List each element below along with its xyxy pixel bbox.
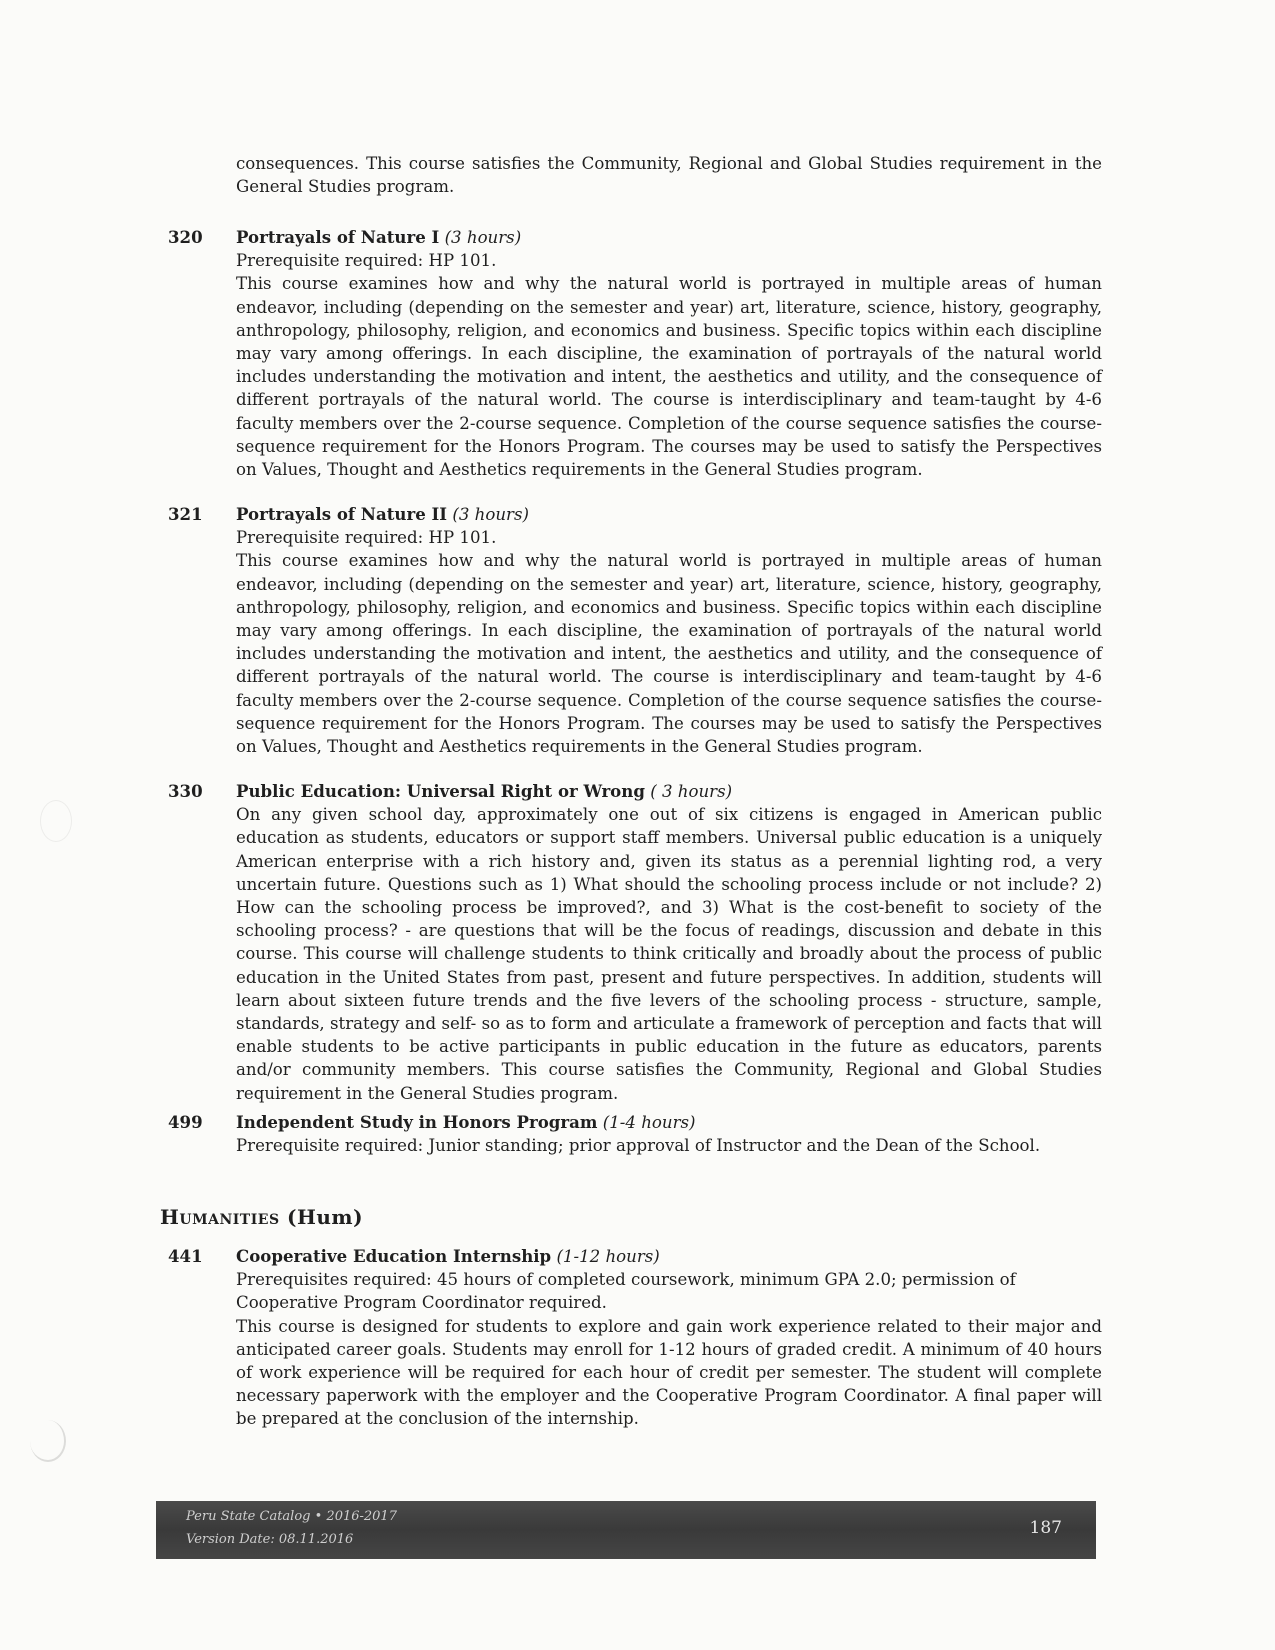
page-number: 187 — [1029, 1518, 1062, 1538]
intro-paragraph: consequences. This course satisfies the Community, Regional and Global Studies requirement in the General Studies program. — [236, 154, 1102, 197]
course-description: This course examines how and why the natural world is portrayed in multiple areas of human endeavor, including (depending on the semester and year) art, literature, science, history, geography, anthropology, philosophy, religion, and economics and business. Specific topics within each discipline may vary among offerings. In each discipline, the examination of portrayals of the natural world includes understanding the motivation and intent, the aesthetics and utility, and the consequence of different portrayals of the natural world. The course is interdisciplinary and team-taught by 4-6 faculty members over the 2-course sequence. Completion of the course sequence satisfies the course-sequence requirement for the Honors Program. The courses may be used to satisfy the Perspectives on Values, Thought and Aesthetics requirements in the General Studies program. — [236, 551, 1102, 757]
course-prerequisite: Prerequisite required: HP 101. — [236, 251, 497, 271]
course-prerequisite: Prerequisite required: HP 101. — [236, 528, 497, 548]
course-title: Cooperative Education Internship — [236, 1246, 552, 1266]
course-title: Portrayals of Nature I — [236, 227, 440, 247]
course-hours: (1-12 hours) — [556, 1247, 660, 1266]
course-hours: (3 hours) — [444, 228, 522, 247]
course-body — [236, 1245, 1102, 1431]
course-body — [236, 226, 1102, 481]
footer-catalog-title: Peru State Catalog • 2016-2017 — [186, 1509, 397, 1524]
course-title: Public Education: Universal Right or Wrong — [236, 781, 645, 801]
course-number: 499 — [168, 1112, 203, 1132]
course-hours: (3 hours) — [452, 505, 529, 524]
course-description: This course is designed for students to explore and gain work experience related to their major and anticipated career goals. Students may enroll for 1-12 hours of graded credit. A minimum of 40 hours of work experience will be required for each hour of credit per semester. The student will complete necessary paperwork with the employer and the Cooperative Program Coordinator. A final paper will be prepared at the conclusion of the internship. — [236, 1316, 1102, 1429]
course-title: Portrayals of Nature II — [236, 504, 448, 524]
course-number: 320 — [168, 227, 203, 247]
course-description: On any given school day, approximately one out of six citizens is engaged in American public education as students, educators or support staff members. Universal public education is a uniquely American enterprise with a rich history and, given its status as a perennial lighting rod, a very uncertain future. Questions such as 1) What should the schooling process include or not include? 2) How can the schooling process be improved?, and 3) What is the cost-benefit to society of the schooling process? - are questions that will be the focus of readings, discussion and debate in this course. This course will challenge students to think critically and broadly about the process of public education in the United States from past, present and future perspectives. In addition, students will learn about sixteen future trends and the five levers of the schooling process - structure, sample, standards, strategy and self- so as to form and articulate a framework of perception and facts that will enable students to be active participants in public education in the future as educators, parents and/or community members. This course satisfies the Community, Regional and Global Studies requirement in the General Studies program. — [236, 805, 1102, 1103]
course-body — [236, 1111, 1102, 1157]
course-prerequisite: Prerequisites required: 45 hours of completed coursework, minimum GPA 2.0; permission of Cooperative Program Coordinator required. — [236, 1270, 1016, 1313]
course-body — [236, 503, 1102, 758]
scan-artifact — [40, 800, 72, 842]
course-number: 441 — [168, 1246, 203, 1266]
course-body — [236, 780, 1102, 1105]
course-prerequisite: Prerequisite required: Junior standing; prior approval of Instructor and the Dean of the School. — [236, 1136, 1041, 1156]
course-description: This course examines how and why the natural world is portrayed in multiple areas of human endeavor, including (depending on the semester and year) art, literature, science, history, geography, anthropology, philosophy, religion, and economics and business. Specific topics within each discipline may vary among offerings. In each discipline, the examination of portrayals of the natural world includes understanding the motivation and intent, the aesthetics and utility, and the consequence of different portrayals of the natural world. The course is interdisciplinary and team-taught by 4-6 faculty members over the 2-course sequence. Completion of the course sequence satisfies the course-sequence requirement for the Honors Program. The courses may be used to satisfy the Perspectives on Values, Thought and Aesthetics requirements in the General Studies program. — [236, 274, 1102, 480]
scan-artifact — [30, 1420, 66, 1462]
page-footer — [156, 1501, 1096, 1559]
section-heading-title: Humanities — [160, 1205, 280, 1229]
course-hours: (1-4 hours) — [602, 1113, 696, 1132]
course-title: Independent Study in Honors Program — [236, 1112, 598, 1132]
section-heading-humanities — [160, 1205, 363, 1229]
footer-version-date: Version Date: 08.11.2016 — [186, 1532, 354, 1547]
course-number: 330 — [168, 781, 203, 801]
course-number: 321 — [168, 504, 203, 524]
course-hours: ( 3 hours) — [650, 782, 733, 801]
section-heading-code: (Hum) — [287, 1205, 364, 1229]
